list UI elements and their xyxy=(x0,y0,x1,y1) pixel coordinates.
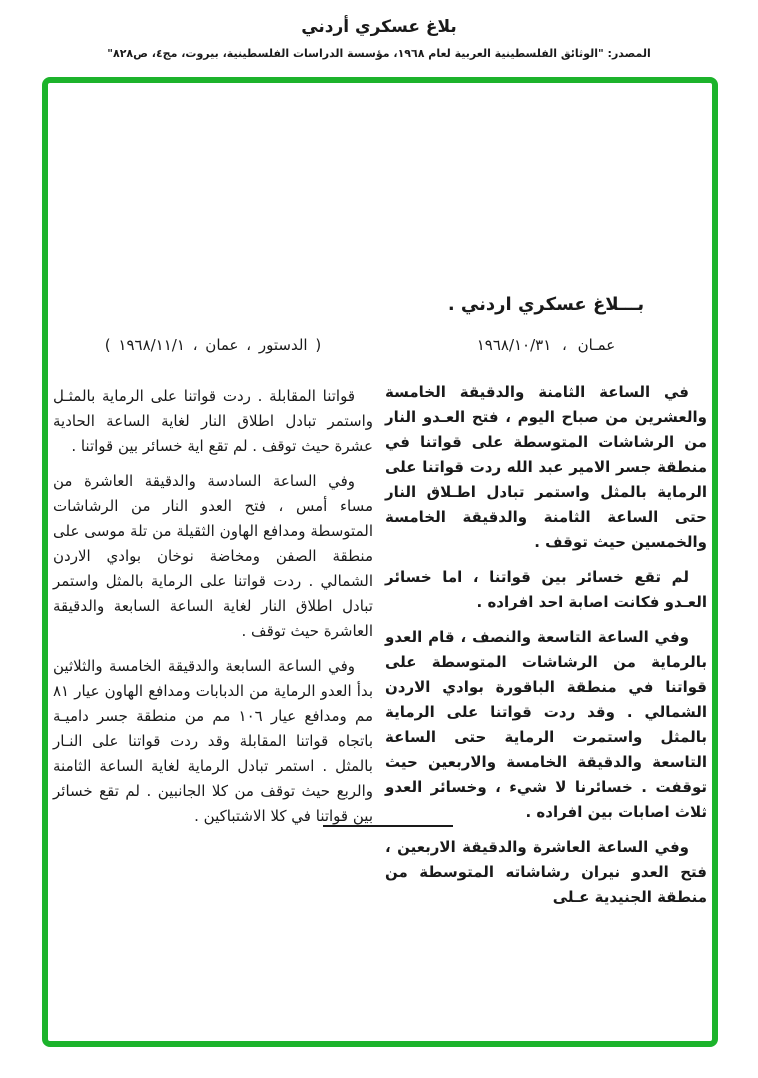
document-frame xyxy=(42,77,718,1047)
body-paragraph: لم تقع خسائر بين قواتنا ، اما خسائر العـدو فكانت اصابة احد افراده . xyxy=(385,568,707,611)
source-line: المصدر: "الوثائق الفلسطينية العربية لعام ١٩٦٨، مؤسسة الدراسات الفلسطينية، بيروت، مج٤، ص٨٢٨" xyxy=(107,47,651,60)
communique-title: بـــلاغ عسكري اردني . xyxy=(447,294,645,315)
body-paragraph: وفي الساعة العاشرة والدقيقة الاربعين ، فتح العدو نيران رشاشاته المتوسطة من منطقة الجنيدية عـلى xyxy=(385,838,707,906)
communique-dateline: عمـان ، ١٩٦٨/١٠/٣١ xyxy=(476,336,616,354)
newspaper-dateline: ( الدستور ، عمان ، ١٩٦٨/١١/١ ) xyxy=(104,336,322,354)
body-paragraph: في الساعة الثامنة والدقيقة الخامسة والعشرين من صباح اليوم ، فتح العـدو النار من الرشاشات المتوسطة على قواتنا في منطقة جسر الامير عبد الله ردت قواتنا على الرماية بالمثل واستمر تبادل اطـلاق النار حتى الساعة الثامنة والدقيقة الخامسة والخمسين حيث توقف . xyxy=(385,383,707,551)
page-header xyxy=(0,14,758,62)
page-title: بلاغ عسكري أردني xyxy=(301,17,457,37)
document-content xyxy=(48,83,712,1041)
footer-divider xyxy=(323,825,453,827)
left-column xyxy=(53,292,373,1041)
body-paragraph: قواتنا المقابلة . ردت قواتنا على الرماية بالمثـل واستمر تبادل اطلاق النار لغاية الساعة الحادية عشرة حيث توقف . لم تقع اية خسائر بين قواتنا . xyxy=(53,387,373,455)
right-column xyxy=(385,292,707,1041)
body-paragraph: وفي الساعة السابعة والدقيقة الخامسة والثلاثين بدأ العدو الرماية من الدبابات ومدافع الهاون عيار ٨١ مم ومدافع عيار ١٠٦ مم من منطقة جسر داميـة باتجاه قواتنا المقابلة وقد ردت قواتنا على النـار بالمثل . استمر تبادل الرماية لغاية الساعة الثامنة والربع حيث توقف من كلا الجانبين . لم تقع خسائر بين قواتنا في كلا الاشتباكين . xyxy=(53,657,373,825)
body-paragraph: وفي الساعة السادسة والدقيقة العاشرة من مساء أمس ، فتح العدو النار من الرشاشات المتوسطة ومدافع الهاون الثقيلة من تلة موسى على منطقة الصفن ومخاضة نوخان بوادي الاردن الشمالي . ردت قواتنا على الرماية بالمثل واستمر تبادل اطلاق النار لغاية الساعة السابعة والدقيقة العاشرة حيث توقف . xyxy=(53,472,373,640)
body-paragraph: وفي الساعة التاسعة والنصف ، قام العدو بالرماية من الرشاشات المتوسطة على قواتنا في منطقة الباقورة بوادي الاردن الشمالي . وقد ردت قواتنا على الرماية بالمثل واستمرت الرماية حتى الساعة التاسعة والدقيقة الخامسة والاربعين حيث توقفت . خسائرنا لا شيء ، وخسائر العدو ثلاث اصابات بين افراده . xyxy=(385,628,707,821)
